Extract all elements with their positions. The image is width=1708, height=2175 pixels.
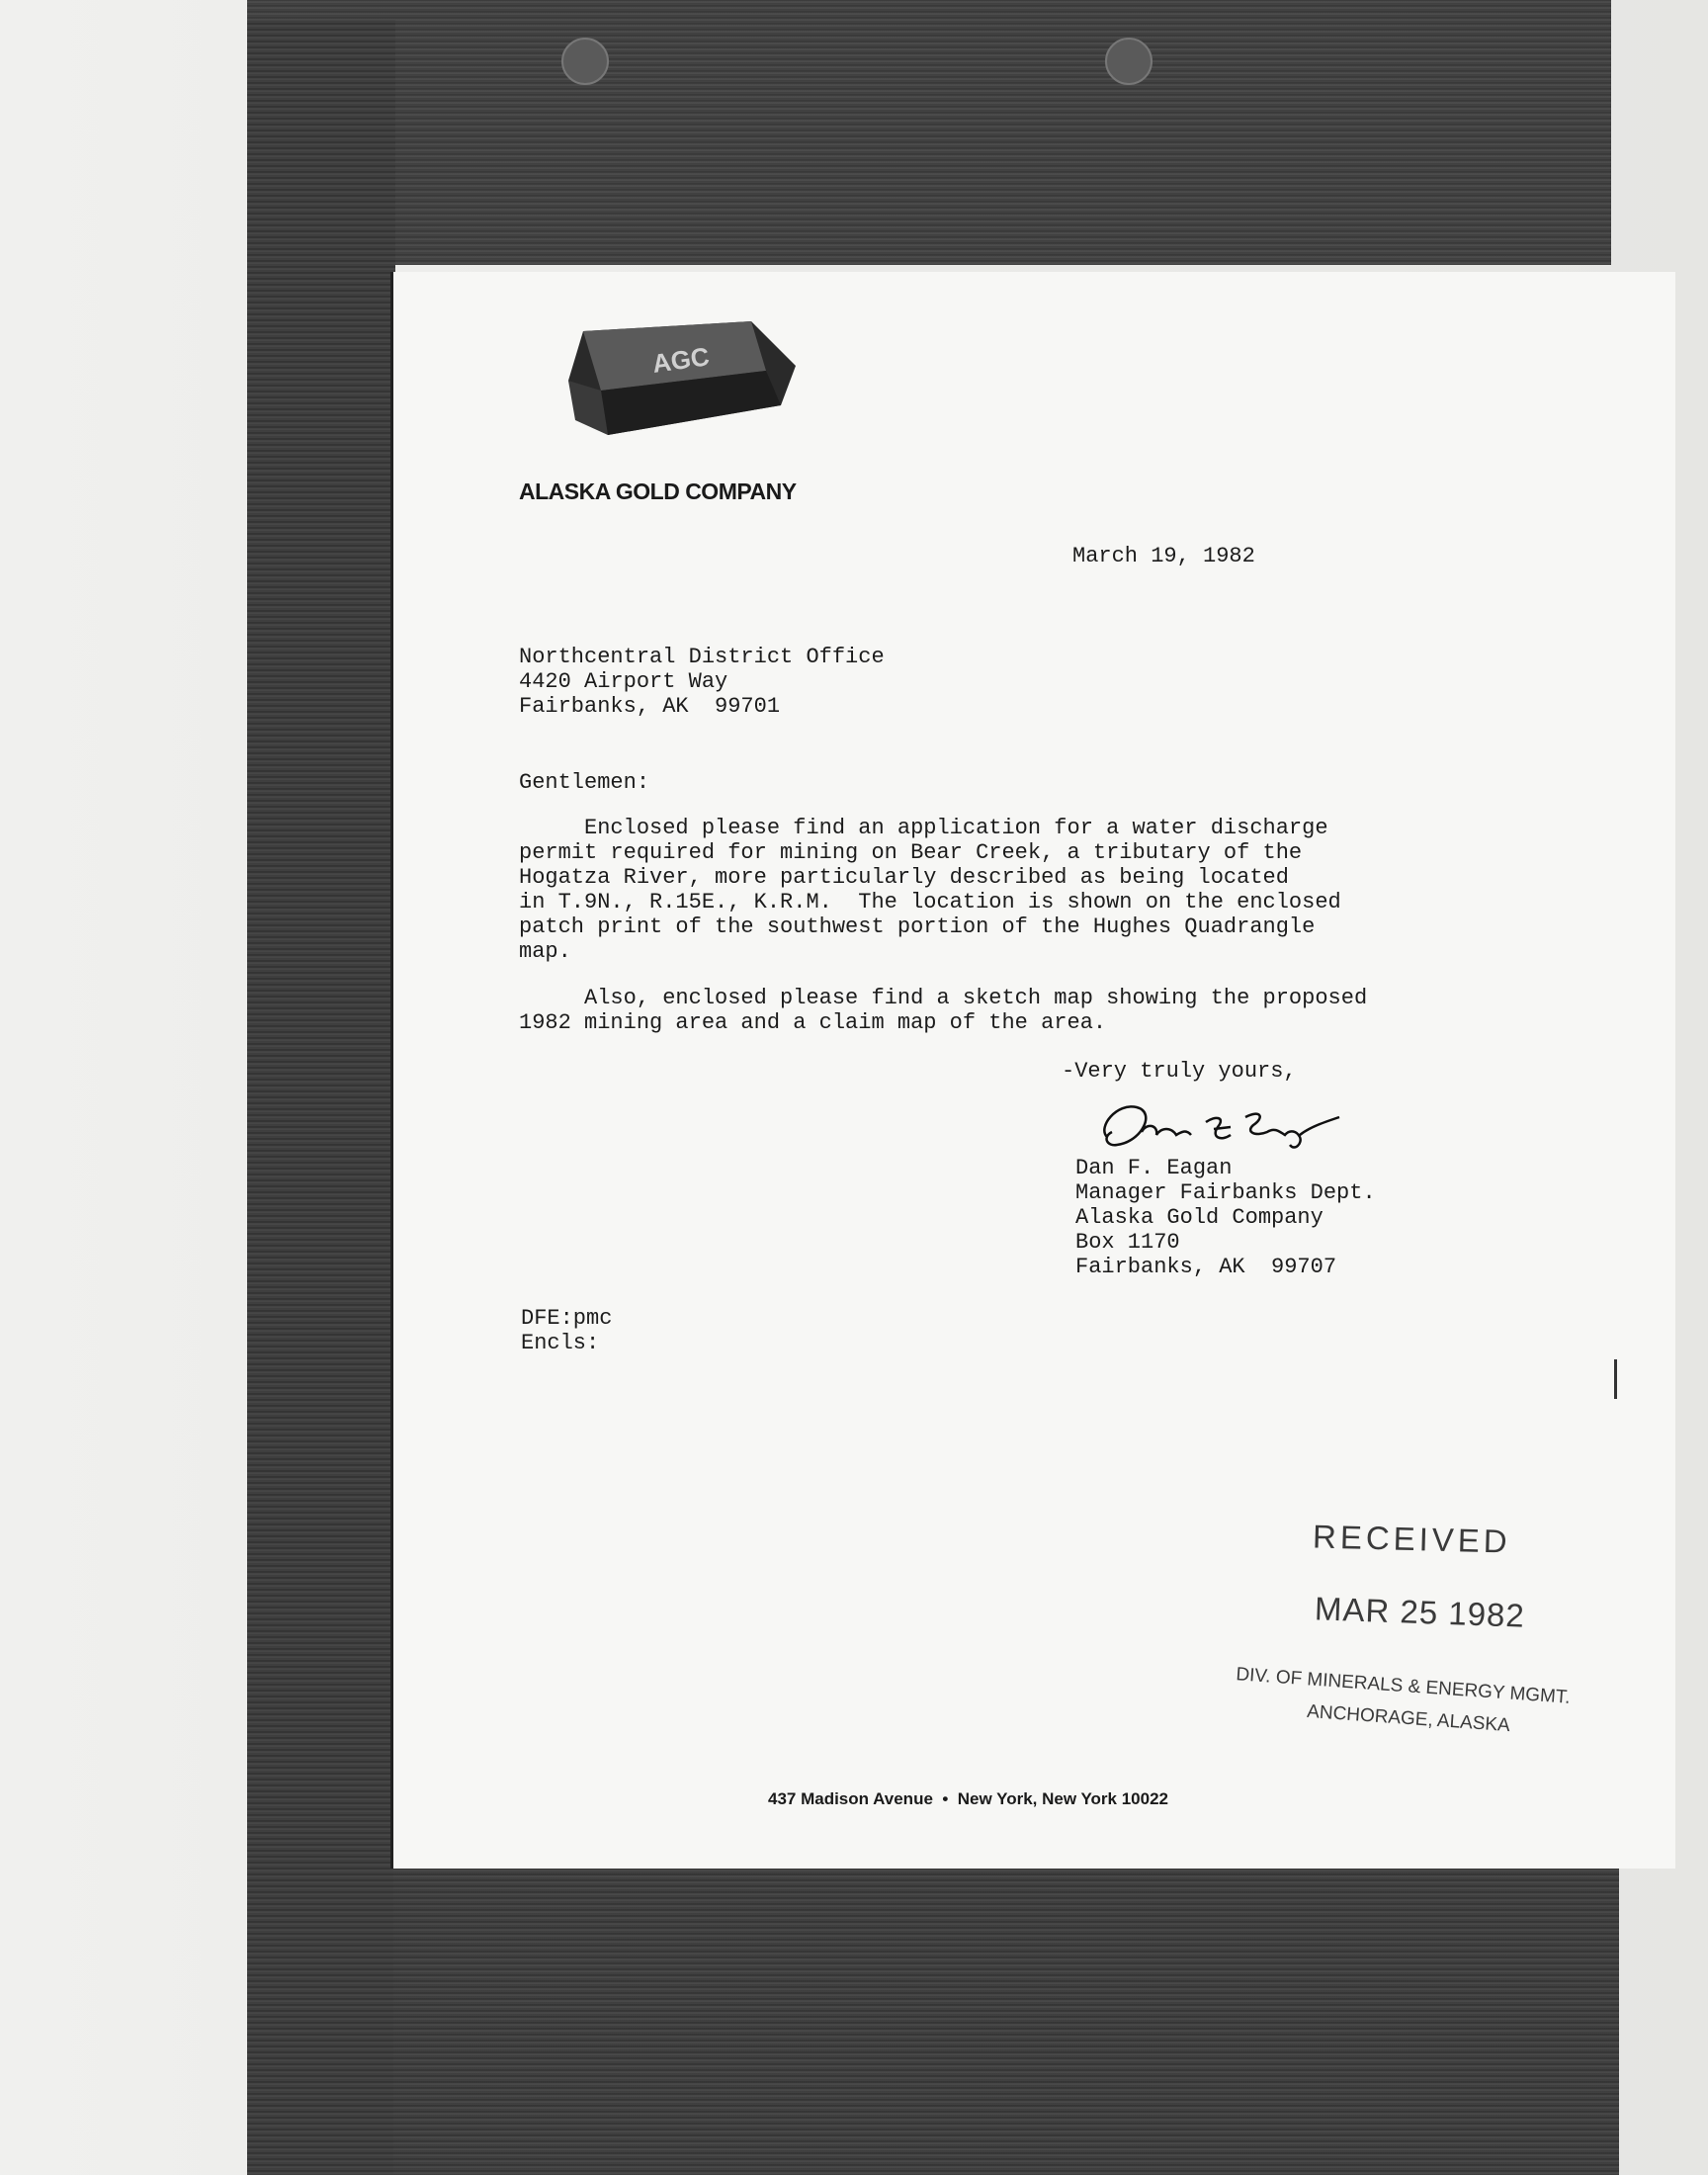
company-name: ALASKA GOLD COMPANY xyxy=(519,478,797,504)
received-stamp-date: MAR 25 1982 xyxy=(1314,1590,1526,1634)
letter-date: March 19, 1982 xyxy=(1072,544,1255,568)
scan-left-shadow xyxy=(247,20,395,2175)
edge-mark xyxy=(1614,1359,1617,1399)
scan-top-shadow xyxy=(247,0,1611,265)
body-paragraph-1: Enclosed please find an application for a water discharge permit required for mining on Bear Creek, a tributary of the Hogatza River, more particularly described as being located in T.9N., R.15E., K.R.M. The location is shown on the enclosed patch print of the southwest portion of the Hughes Quadrangle map. xyxy=(519,816,1341,964)
body-paragraph-2: Also, enclosed please find a sketch map showing the proposed 1982 mining area and a claim map of the area. xyxy=(519,986,1368,1035)
handwritten-signature xyxy=(1087,1088,1344,1167)
scan-bottom-shadow xyxy=(393,1869,1619,2175)
received-stamp-division: DIV. OF MINERALS & ENERGY MGMT. xyxy=(1235,1664,1572,1708)
received-stamp-title: RECEIVED xyxy=(1312,1518,1512,1560)
footer-address: 437 Madison Avenue • New York, New York 10022 xyxy=(768,1789,1168,1808)
closing: -Very truly yours, xyxy=(1062,1059,1297,1084)
received-stamp-location: ANCHORAGE, ALASKA xyxy=(1306,1700,1511,1737)
gold-bar-logo xyxy=(514,321,811,484)
recipient-address: Northcentral District Office 4420 Airport Way Fairbanks, AK 99701 xyxy=(519,645,885,719)
reference-initials: DFE:pmc Encls: xyxy=(521,1306,613,1355)
punch-hole-left xyxy=(561,38,609,85)
logo-text: AGC xyxy=(650,341,712,379)
punch-hole-right xyxy=(1105,38,1153,85)
sender-block: Dan F. Eagan Manager Fairbanks Dept. Alaska Gold Company Box 1170 Fairbanks, AK 99707 xyxy=(1075,1156,1376,1279)
salutation: Gentlemen: xyxy=(519,770,650,795)
